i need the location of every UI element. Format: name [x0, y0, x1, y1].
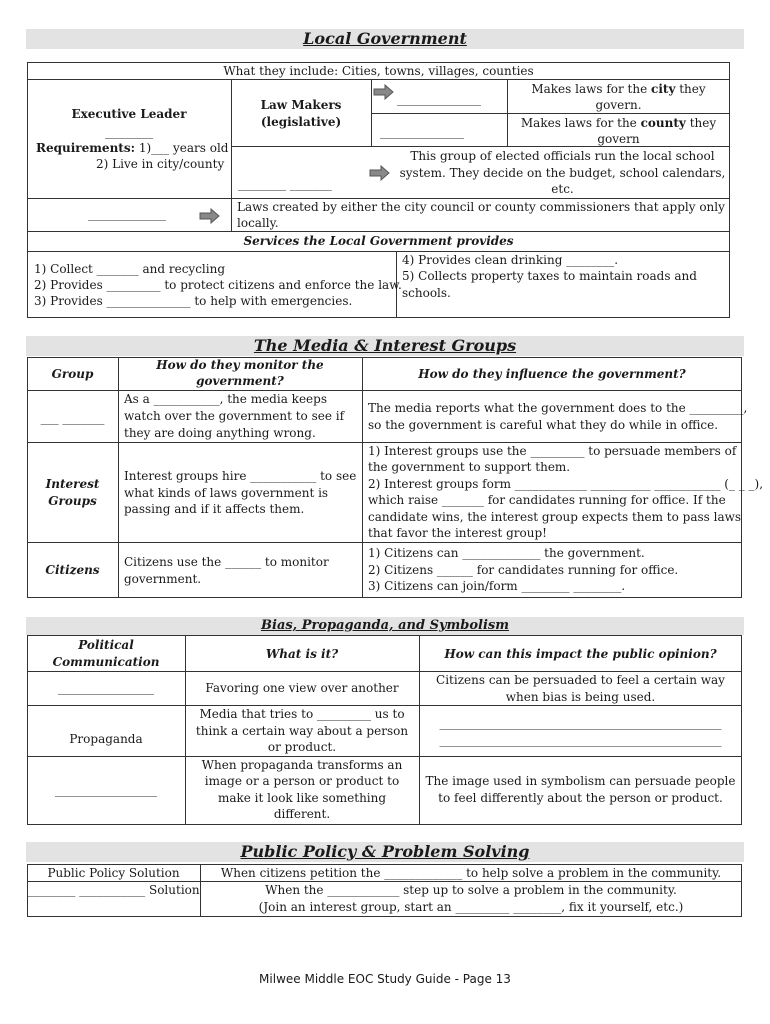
- propaganda-label: Propaganda: [69, 732, 143, 746]
- header-group: Group: [51, 367, 94, 381]
- bias-impact-2: when bias is being used.: [505, 690, 656, 704]
- city-desc-pre: Makes laws for the: [531, 82, 652, 96]
- symbolism-what-3: make it look like something: [217, 791, 387, 805]
- service-4: 4) Provides clean drinking ________.: [402, 253, 619, 267]
- citizen-solution-blank: ________ ___________ Solution: [27, 883, 200, 897]
- media-influence-1: The media reports what the government does to the _________,: [368, 401, 748, 415]
- citizens-influence-1: 1) Citizens can _____________ the government.: [368, 546, 645, 560]
- legislative-label: (legislative): [260, 115, 342, 129]
- arrow-right-icon: [369, 165, 391, 181]
- service-5-line-1: 5) Collects property taxes to maintain roads and: [402, 269, 697, 283]
- header-impact: How can this impact the public opinion?: [444, 647, 717, 661]
- service-1: 1) Collect _______ and recycling: [34, 262, 226, 276]
- section-title-local-government: Local Government: [26, 29, 744, 49]
- requirements-label: Requirements:: [36, 141, 136, 155]
- county-desc-post: they: [685, 116, 717, 130]
- county-desc-pre: Makes laws for the: [520, 116, 641, 130]
- interest-monitor-1: Interest groups hire ___________ to see: [124, 469, 357, 483]
- arrow-right-icon: [373, 84, 395, 100]
- interest-influence-6: that favor the interest group!: [368, 526, 547, 540]
- propaganda-what-1: Media that tries to _________ us to: [199, 707, 405, 721]
- city-desc-line-1: [507, 81, 730, 98]
- interest-groups-label-2: Groups: [48, 494, 97, 508]
- city-blank: ______________: [397, 92, 481, 106]
- bias-impact-1: Citizens can be persuaded to feel a certain way: [436, 673, 725, 687]
- header-what-is-it: What is it?: [265, 647, 339, 661]
- interest-influence-3: 2) Interest groups form ____________ __________ ___________ (_ _ _),: [368, 477, 764, 491]
- interest-influence-5: candidate wins, the interest group expects them to pass laws: [368, 510, 742, 524]
- propaganda-what-2: think a certain way about a person: [195, 724, 409, 738]
- requirements-line-1: [36, 140, 228, 157]
- interest-groups-label-1: Interest: [45, 477, 100, 491]
- service-2: 2) Provides _________ to protect citizens and enforce the law.: [34, 278, 402, 292]
- propaganda-impact-blank-2: _______________________________________________: [439, 733, 722, 747]
- citizens-monitor-2: government.: [124, 572, 202, 586]
- citizen-solution-desc-2: (Join an interest group, start an _________ ________, fix it yourself, etc.): [258, 900, 684, 914]
- bias-blank: ________________: [58, 681, 154, 695]
- school-board-blank: ________ _______: [238, 177, 332, 191]
- media-monitor-1: As a ___________, the media keeps: [124, 392, 327, 406]
- header-monitor-line-1: How do they monitor the: [156, 358, 324, 372]
- ordinance-blank: _____________: [88, 207, 166, 221]
- header-influence: How do they influence the government?: [418, 367, 686, 381]
- county-desc-line-1: [507, 115, 730, 132]
- media-monitor-3: they are doing anything wrong.: [124, 426, 316, 440]
- propaganda-impact-blank-1: _______________________________________________: [439, 716, 722, 730]
- county-blank: ______________: [380, 125, 464, 139]
- requirements-1: 1)___ years old: [135, 141, 229, 155]
- citizens-influence-3: 3) Citizens can join/form ________ ________.: [368, 579, 626, 593]
- school-desc-line-2: system. They decide on the budget, school calendars,: [399, 166, 726, 180]
- executive-leader-label: Executive Leader: [71, 107, 187, 121]
- citizens-label: Citizens: [45, 563, 100, 577]
- interest-monitor-2: what kinds of laws government is: [124, 486, 329, 500]
- service-3: 3) Provides ______________ to help with emergencies.: [34, 294, 353, 308]
- arrow-right-icon: [199, 208, 221, 224]
- bias-what: Favoring one view over another: [205, 681, 399, 695]
- city-desc-line-2: govern.: [595, 98, 642, 112]
- requirements-2: 2) Live in city/county: [96, 157, 225, 171]
- propaganda-what-3: or product.: [267, 740, 337, 754]
- interest-influence-2: the government to support them.: [368, 460, 571, 474]
- city-desc-bold: city: [651, 82, 676, 96]
- county-desc-bold: county: [640, 116, 686, 130]
- county-desc-line-2: govern: [597, 132, 640, 146]
- section-title-media: The Media & Interest Groups: [26, 336, 744, 356]
- public-policy-solution: Public Policy Solution: [47, 866, 180, 880]
- page-footer: Milwee Middle EOC Study Guide - Page 13: [259, 972, 511, 986]
- symbolism-what-4: different.: [273, 807, 331, 821]
- header-political-1: Political: [78, 638, 134, 652]
- media-influence-2: so the government is careful what they do while in office.: [368, 418, 719, 432]
- header-monitor-line-2: government?: [196, 374, 284, 388]
- law-makers-label: Law Makers: [260, 98, 342, 112]
- laws-desc-line-1: Laws created by either the city council or county commissioners that apply only: [237, 200, 725, 214]
- services-heading: Services the Local Government provides: [243, 234, 514, 248]
- interest-influence-4: which raise _______ for candidates running for office. If the: [368, 493, 726, 507]
- header-political-2: Communication: [52, 655, 160, 669]
- school-desc-line-3: etc.: [551, 182, 574, 196]
- section-title-bias: Bias, Propaganda, and Symbolism: [26, 617, 744, 635]
- interest-influence-1: 1) Interest groups use the _________ to persuade members of: [368, 444, 737, 458]
- symbolism-what-2: image or a person or product to: [204, 774, 400, 788]
- executive-blank: ________: [105, 125, 153, 139]
- citizens-influence-2: 2) Citizens ______ for candidates running for office.: [368, 563, 679, 577]
- laws-desc-line-2: locally.: [237, 216, 279, 230]
- citizen-solution-desc-1: When the ____________ step up to solve a problem in the community.: [265, 883, 677, 897]
- city-desc-post: they: [675, 82, 706, 96]
- service-5-line-2: schools.: [402, 286, 451, 300]
- what-they-include: What they include: Cities, towns, villages, counties: [223, 64, 534, 78]
- interest-monitor-3: passing and if it affects them.: [124, 502, 305, 516]
- section-title-policy: Public Policy & Problem Solving: [26, 842, 744, 862]
- school-desc-line-1: This group of elected officials run the local school: [410, 149, 715, 163]
- symbolism-what-1: When propaganda transforms an: [201, 758, 403, 772]
- public-policy-desc: When citizens petition the _____________ to help solve a problem in the community.: [220, 866, 722, 880]
- symbolism-blank: _________________: [55, 783, 157, 797]
- media-monitor-2: watch over the government to see if: [124, 409, 345, 423]
- citizens-monitor-1: Citizens use the ______ to monitor: [124, 555, 329, 569]
- symbolism-impact-2: to feel differently about the person or product.: [438, 791, 723, 805]
- media-group-blank: ___ _______: [40, 411, 105, 425]
- symbolism-impact-1: The image used in symbolism can persuade people: [425, 774, 736, 788]
